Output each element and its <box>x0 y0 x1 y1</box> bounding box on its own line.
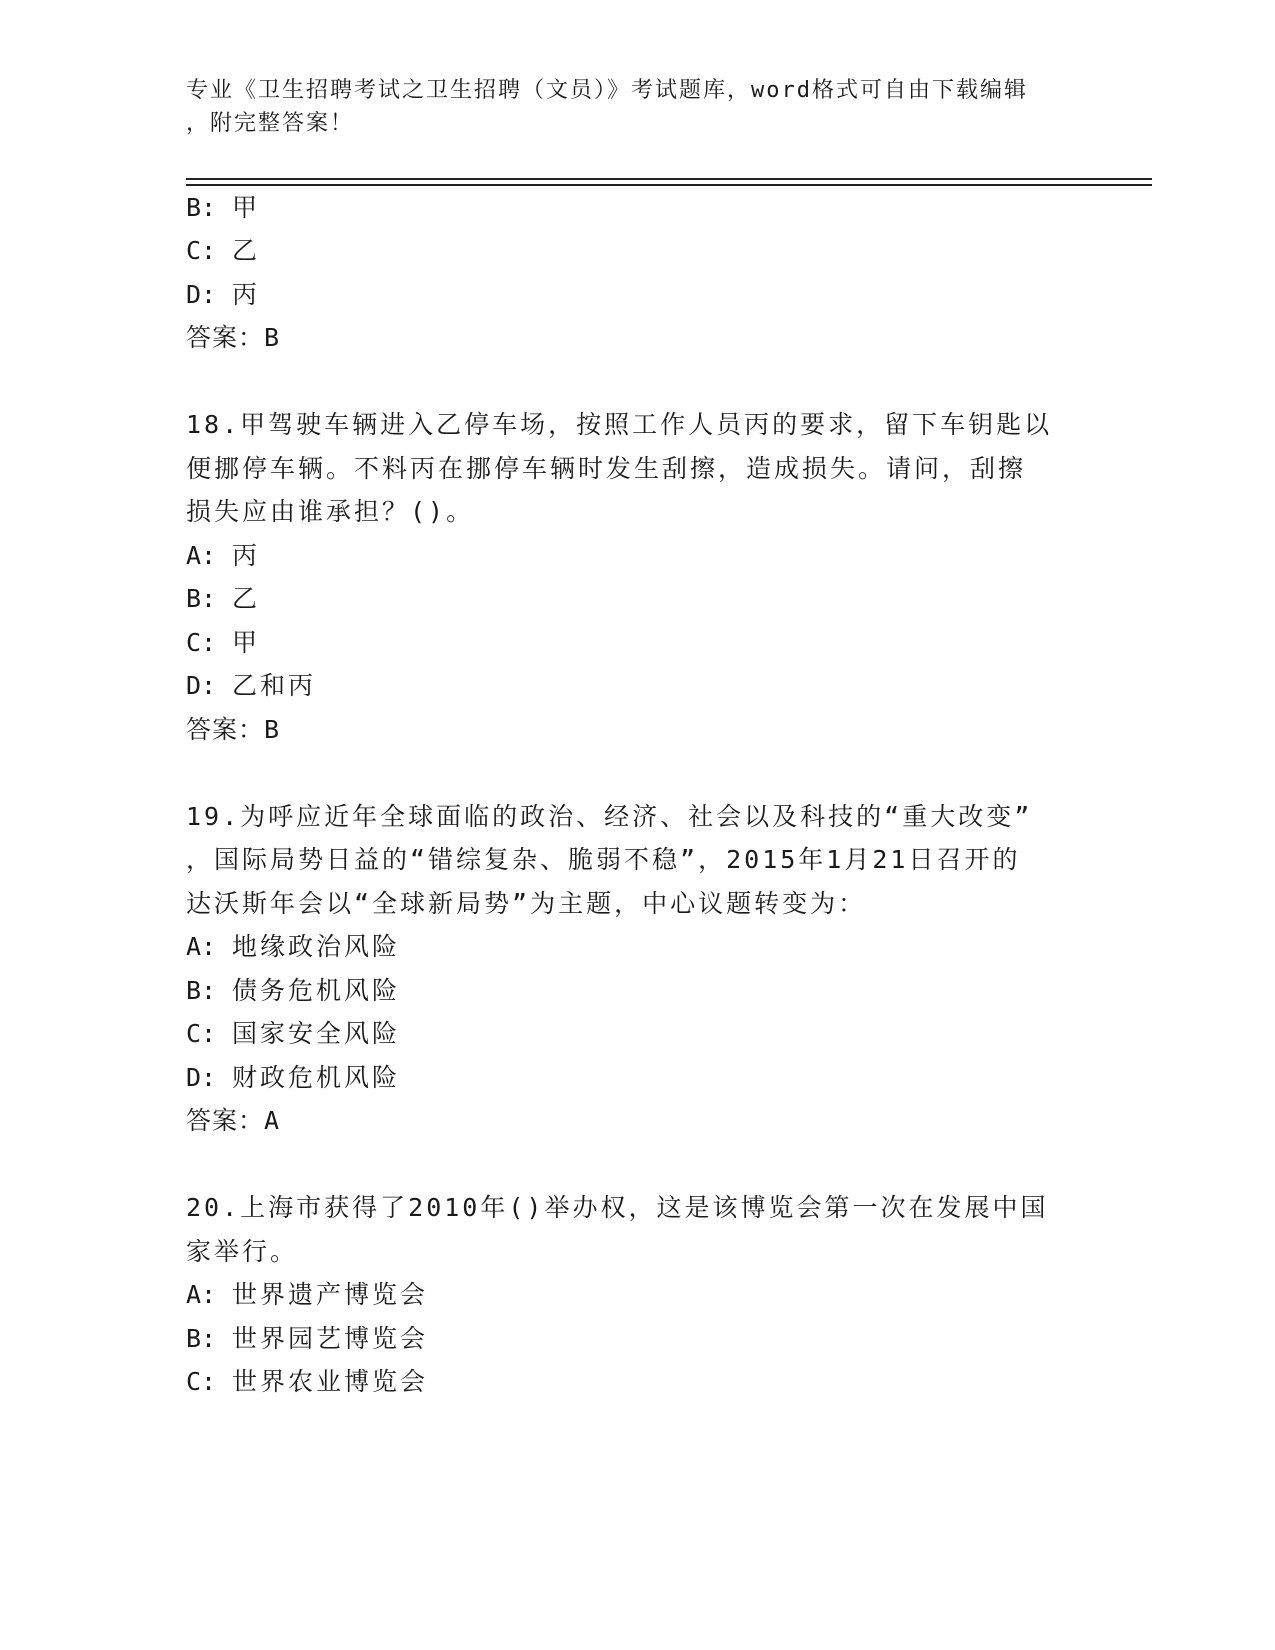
q20-option-c: C: 世界农业博览会 <box>186 1367 429 1396</box>
q18-option-d: D: 乙和丙 <box>186 671 317 700</box>
q19-stem-line-3: 达沃斯年会以“全球新局势”为主题，中心议题转变为： <box>186 889 867 918</box>
q18-option-c: C: 甲 <box>186 628 261 657</box>
q18-stem-line-1: 18.甲驾驶车辆进入乙停车场，按照工作人员丙的要求，留下车钥匙以 <box>186 410 1053 439</box>
q19-option-b: B: 债务危机风险 <box>186 976 401 1005</box>
q19-stem-line-1: 19.为呼应近年全球面临的政治、经济、社会以及科技的“重大改变” <box>186 802 1033 831</box>
q18-option-a: A: 丙 <box>186 541 261 570</box>
q17-option-c: C: 乙 <box>186 236 261 265</box>
q19-stem-line-2: ，国际局势日益的“错综复杂、脆弱不稳”，2015年1月21日召开的 <box>186 845 1021 874</box>
header-line-2: ，附完整答案！ <box>186 111 355 136</box>
q19-option-d: D: 财政危机风险 <box>186 1063 401 1092</box>
header-divider-top <box>186 178 1152 180</box>
document-header <box>186 74 1066 140</box>
q18-answer: 答案：B <box>186 715 281 744</box>
q18-option-b: B: 乙 <box>186 584 261 613</box>
q20-option-b: B: 世界园艺博览会 <box>186 1324 429 1353</box>
q20-stem-line-2: 家举行。 <box>186 1237 299 1266</box>
q18-stem-line-2: 便挪停车辆。不料丙在挪停车辆时发生刮擦，造成损失。请问，刮擦 <box>186 454 1027 483</box>
q20-option-a: A: 世界遗产博览会 <box>186 1280 429 1309</box>
q17-option-b: B: 甲 <box>186 193 261 222</box>
q17-option-d: D: 丙 <box>186 280 261 309</box>
q17-answer: 答案：B <box>186 323 281 352</box>
q19-option-c: C: 国家安全风险 <box>186 1019 401 1048</box>
q20-stem-line-1: 20.上海市获得了2010年()举办权，这是该博览会第一次在发展中国 <box>186 1193 1049 1222</box>
header-divider-bottom <box>186 184 1152 186</box>
q19-option-a: A: 地缘政治风险 <box>186 932 401 961</box>
q19-answer: 答案：A <box>186 1106 281 1135</box>
header-line-1: 专业《卫生招聘考试之卫生招聘（文员）》考试题库，word格式可自由下载编辑 <box>186 78 1028 103</box>
q18-stem-line-3: 损失应由谁承担？()。 <box>186 497 475 526</box>
